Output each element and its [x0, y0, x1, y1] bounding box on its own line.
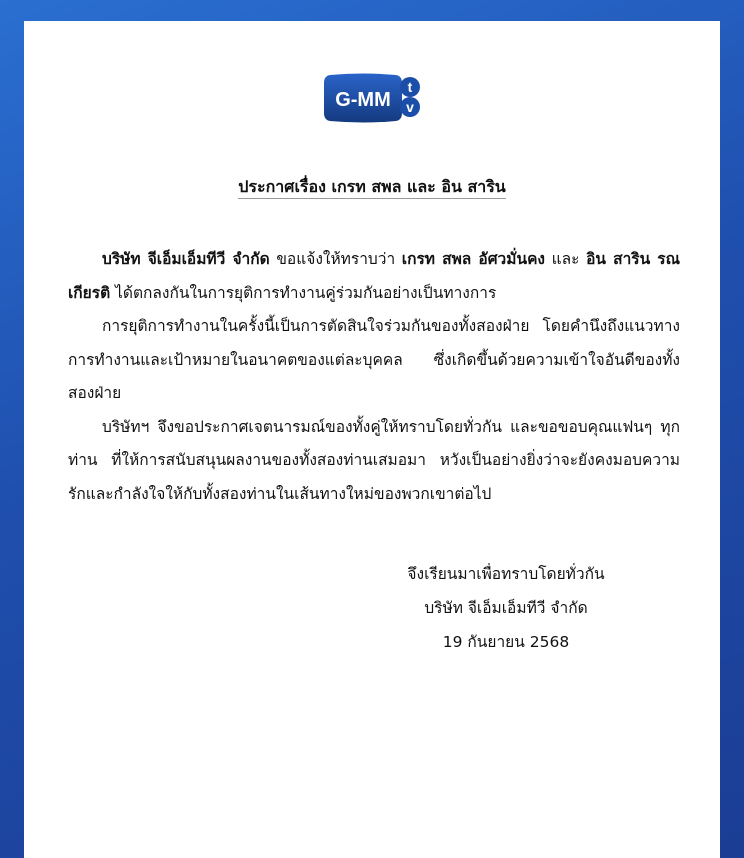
paragraph-3: บริษัทฯ จึงขอประกาศเจตนารมณ์ของทั้งคู่ให้ทราบโดยทั่วกัน และขอขอบคุณแฟนๆ ทุกท่าน ที่ให้การสนับสนุนผลงานของทั้งสองท่านเสมอมา หวังเป็นอย่างยิ่งว่าจะยังคงมอบความรักและกำลังใจให้กับทั้งสองท่านในเส้นทางใหม่ของพวกเขาต่อไป [68, 417, 680, 503]
svg-text:v: v [406, 99, 414, 115]
logo-wordmark: G-MM [335, 89, 391, 111]
closing-block [394, 557, 618, 659]
paragraph-2: การยุติการทำงานในครั้งนี้เป็นการตัดสินใจร่วมกันของทั้งสองฝ่าย โดยคำนึงถึงแนวทางการทำงานและเป้าหมายในอนาคตของแต่ละบุคคล ซึ่งเกิดขึ้นด้วยความเข้าใจอันดีของทั้งสองฝ่าย [68, 317, 680, 402]
company-name-bold: บริษัท จีเอ็มเอ็มทีวี จำกัด [102, 250, 270, 268]
in-name-bold: อิน สาริน รณเกียรติ [68, 250, 681, 302]
svg-text:t: t [407, 79, 413, 95]
paragraph-1-text-b: และ [545, 250, 587, 268]
paragraph-1 [68, 243, 680, 310]
announcement-sheet [24, 21, 720, 858]
closing-line-1: จึงเรียนมาเพื่อทราบโดยทั่วกัน [407, 565, 605, 583]
announcement-body [68, 243, 680, 511]
announcement-title-text: ประกาศเรื่อง เกรท สพล และ อิน สาริน [238, 177, 505, 199]
announcement-title [24, 175, 720, 199]
closing-date: 19 กันยายน 2568 [442, 633, 570, 651]
paragraph-1-text-a: ขอแจ้งให้ทราบว่า [269, 250, 402, 268]
closing-company: บริษัท จีเอ็มเอ็มทีวี จำกัด [424, 599, 588, 617]
paragraph-1-text-c: ได้ตกลงกันในการยุติการทำงานคู่ร่วมกันอย่างเป็นทางการ [110, 283, 497, 302]
great-name-bold: เกรท สพล อัศวมั่นคง [401, 250, 546, 268]
gmmtv-logo [322, 71, 426, 125]
